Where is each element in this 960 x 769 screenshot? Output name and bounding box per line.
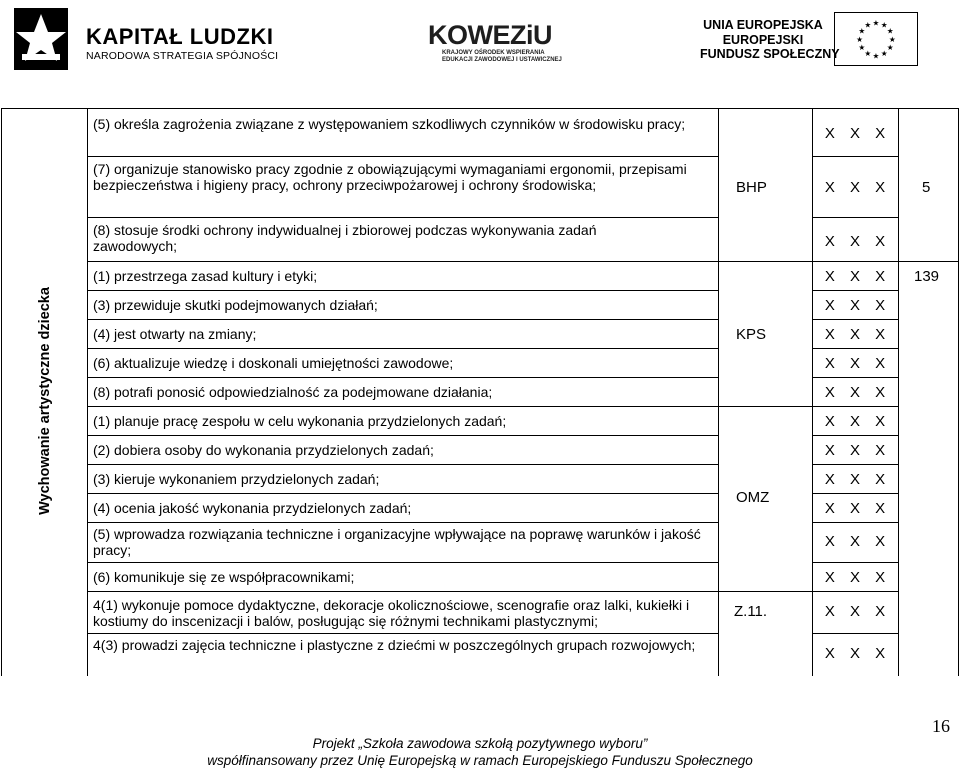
table-row: (3) przewiduje skutki podejmowanych działań; xyxy=(93,297,378,313)
eu-line3: FUNDUSZ SPOŁECZNY xyxy=(700,47,840,61)
x-marks: X X X xyxy=(824,355,886,372)
x-marks: X X X xyxy=(824,233,886,250)
footer-line1: Projekt „Szkoła zawodowa szkołą pozytywnego wyboru” xyxy=(312,736,648,751)
side-label-text: Wychowanie artystyczne dziecka xyxy=(37,287,53,515)
hours-value: 139 xyxy=(914,268,940,285)
table-row: (2) dobiera osoby do wykonania przydzielonych zadań; xyxy=(93,442,434,458)
table-row: (8) stosuje środki ochrony indywidualnej i zbiorowej podczas wykonywania zadań zawodowych; xyxy=(93,222,597,254)
x-marks: X X X xyxy=(824,471,886,488)
eu-star-icon: ★ xyxy=(858,26,866,36)
group-omz: OMZ xyxy=(736,489,770,506)
table-row: (7) organizuje stanowisko pracy zgodnie z obowiązującymi wymaganiami ergonomii, przepisami bezpieczeństwa i higieny pracy, ochrony przeciwpożarowej i ochrony środowiska; xyxy=(93,161,687,193)
table-row: (4) jest otwarty na zmiany; xyxy=(93,326,257,342)
x-marks: X X X xyxy=(824,297,886,314)
kapital-ludzki-logo xyxy=(8,4,279,74)
page-header xyxy=(0,0,960,100)
eu-flag-icon xyxy=(834,12,918,66)
eu-star-icon: ★ xyxy=(880,20,888,30)
x-marks: X X X xyxy=(824,500,886,517)
table-row: 4(1) wykonuje pomoce dydaktyczne, dekoracje okolicznościowe, scenografie oraz lalki, kukiełki i kostiumy do inscenizacji i balów, posługując się różnymi technikami plastycznymi; xyxy=(93,597,690,629)
table-row: (6) komunikuje się ze współpracownikami; xyxy=(93,569,355,585)
footer-line2: współfinansowany przez Unię Europejską w ramach Europejskiego Funduszu Społecznego xyxy=(207,753,753,768)
table-row: (1) przestrzega zasad kultury i etyki; xyxy=(93,268,318,284)
x-marks: X X X xyxy=(824,533,886,550)
koweziu-logo xyxy=(428,10,568,72)
group-bhp: BHP xyxy=(736,179,767,196)
x-marks: X X X xyxy=(824,569,886,586)
x-marks: X X X xyxy=(824,179,886,196)
x-marks: X X X xyxy=(824,442,886,459)
table-row: 4(3) prowadzi zajęcia techniczne i plastyczne z dziećmi w poszczególnych grupach rozwojowych; xyxy=(93,637,696,653)
table-row: (5) określa zagrożenia związane z występowaniem szkodliwych czynników w środowisku pracy; xyxy=(93,116,686,132)
kapital-ludzki-emblem-icon xyxy=(8,4,74,74)
side-label xyxy=(30,271,60,531)
eu-star-icon: ★ xyxy=(864,20,872,30)
table-row: (8) potrafi ponosić odpowiedzialność za podejmowane działania; xyxy=(93,384,493,400)
eu-star-icon: ★ xyxy=(872,51,880,61)
x-marks: X X X xyxy=(824,645,886,662)
table-row: (4) ocenia jakość wykonania przydzielonych zadań; xyxy=(93,500,412,516)
koweziu-title: KOWEZiU xyxy=(428,20,552,50)
eu-star-icon: ★ xyxy=(858,43,866,53)
kapital-ludzki-title: KAPITAŁ LUDZKI xyxy=(86,24,274,49)
eu-star-icon: ★ xyxy=(888,34,896,44)
eu-line2: EUROPEJSKI xyxy=(722,32,804,47)
x-marks: X X X xyxy=(824,603,886,620)
koweziu-subtitle-line1: KRAJOWY OŚRODEK WSPIERANIA xyxy=(442,50,545,56)
curriculum-table xyxy=(0,108,960,676)
table-row: (3) kieruje wykonaniem przydzielonych zadań; xyxy=(93,471,380,487)
group-z11: Z.11. xyxy=(734,603,768,620)
koweziu-subtitle-line2: EDUKACJI ZAWODOWEJ I USTAWICZNEJ xyxy=(442,57,562,63)
eu-text xyxy=(700,18,840,62)
koweziu-subtitle xyxy=(442,50,562,64)
x-marks: X X X xyxy=(824,125,886,142)
x-marks: X X X xyxy=(824,326,886,343)
eu-star-icon: ★ xyxy=(864,49,872,59)
table-row: (6) aktualizuje wiedzę i doskonali umiejętności zawodowe; xyxy=(93,355,454,371)
page-number: 16 xyxy=(932,716,950,736)
kapital-ludzki-subtitle: NARODOWA STRATEGIA SPÓJNOŚCI xyxy=(86,50,279,62)
eu-star-icon: ★ xyxy=(886,43,894,53)
table-row: (1) planuje pracę zespołu w celu wykonania przydzielonych zadań; xyxy=(93,413,507,429)
eu-star-icon: ★ xyxy=(886,26,894,36)
eu-logo xyxy=(700,10,925,70)
x-marks: X X X xyxy=(824,413,886,430)
x-marks: X X X xyxy=(824,384,886,401)
eu-line1: UNIA EUROPEJSKA xyxy=(703,18,823,32)
eu-star-icon: ★ xyxy=(856,34,864,44)
eu-star-icon: ★ xyxy=(872,18,880,28)
hours-value: 5 xyxy=(922,179,931,196)
table-row: (5) wprowadza rozwiązania techniczne i organizacyjne wpływające na poprawę warunków i jakość pracy; xyxy=(93,526,701,558)
group-kps: KPS xyxy=(736,326,767,343)
eu-star-icon: ★ xyxy=(880,49,888,59)
x-marks: X X X xyxy=(824,268,886,285)
